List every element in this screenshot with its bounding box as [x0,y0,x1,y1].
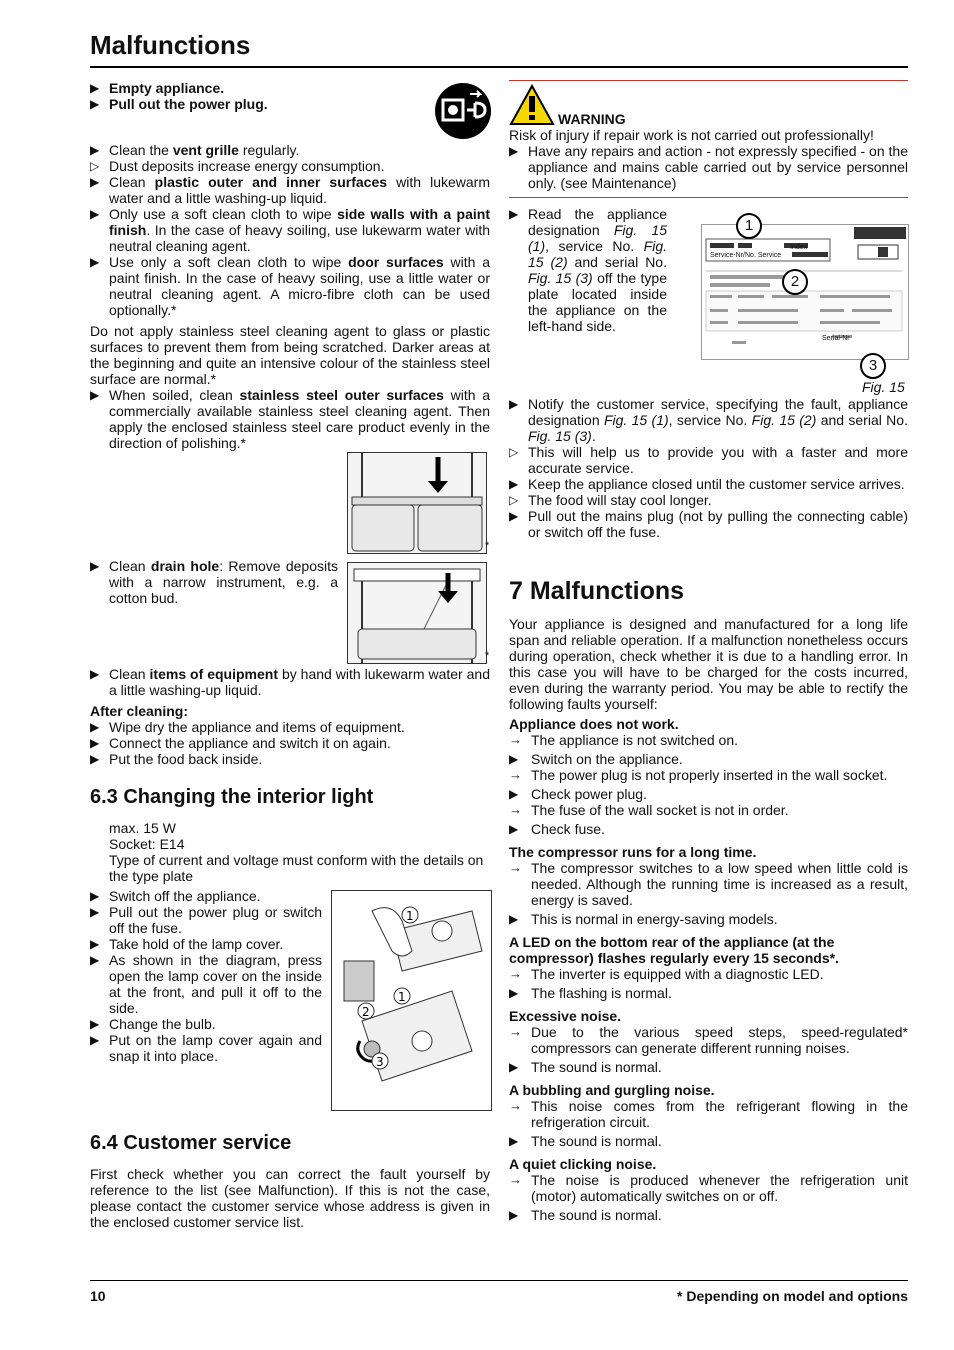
light-step: ▶ Pull out the power plug or switch off the fuse. [90,904,322,936]
plate-index-label: Index [790,244,808,251]
arrow-icon: → [509,802,522,817]
step-read-plate: ▶ Read the appliance designation Fig. 15 (1), service No. Fig. 15 (2) and serial No. Fig. 15 (3) off the type plate located inside the appliance on the left-hand side. [509,206,667,334]
drain-step [90,558,338,606]
fault-action: ▶ Check fuse. [509,821,605,837]
step-notify: ▶ Notify the customer service, specifying the fault, appliance designation Fig. 15 (1), service No. Fig. 15 (2) and serial No. Fig. 15 (3). [509,396,908,444]
fault-heading: A bubbling and gurgling noise. [509,1082,715,1098]
note-notify: ▷ This will help us to provide you with a faster and more accurate service. [509,444,908,476]
fig-caption: Fig. 15 [862,379,905,395]
note-keep: ▷ The food will stay cool longer. [509,492,712,508]
service-steps [509,396,908,540]
fault-cause: → The fuse of the wall socket is not in order. [509,802,789,818]
callout-1: 1 [736,213,762,239]
section-heading-service: 6.4 Customer service [90,1132,292,1154]
bullet-icon: ▶ [509,1208,519,1222]
arrow-icon: → [509,1024,522,1039]
section-heading-light: 6.3 Changing the interior light [90,786,374,808]
note-vent: ▷ Dust deposits increase energy consumption. [90,158,385,174]
warning-top-rule [509,80,908,81]
service-text: First check whether you can correct the fault yourself by reference to the list (see Malfunction). If this is not the case, please contact the customer service whose address is given in the enclosed customer service list. [90,1166,490,1230]
svg-text:2: 2 [362,1005,370,1019]
type-plate-diagram [701,217,909,374]
footer-rule [90,1280,908,1281]
after-step: ▶ Connect the appliance and switch it on again. [90,735,391,751]
step-keep-closed: ▶ Keep the appliance closed until the customer service arrives. [509,476,905,492]
arrow-icon: → [509,767,522,782]
warning-text: Risk of injury if repair work is not carried out professionally! [509,127,874,143]
fault-cause: → The noise is produced whenever the refrigeration unit (motor) automatically switches on or off. [509,1172,908,1204]
fault-cause: → The compressor switches to a low speed when little cold is needed. Although the running time is increased as a result, energy is saved. [509,860,908,908]
unplug-icon [434,82,492,140]
arrow-icon: → [509,732,522,747]
fault-heading: A LED on the bottom rear of the appliance (at the compressor) flashes regularly every 15 seconds*. [509,934,839,966]
fault-action: ▶ Switch on the appliance. [509,751,683,767]
asterisk-2: * [485,650,490,662]
fault-cause: → Due to the various speed steps, speed-regulated* compressors can generate different running noises. [509,1024,908,1056]
svg-text:1: 1 [398,990,406,1004]
light-step: ▶ Switch off the appliance. [90,888,261,904]
step-items: ▶ Clean items of equipment by hand with lukewarm water and a little washing-up liquid. [90,666,490,698]
light-steps [90,888,322,1064]
after-cleaning-heading: After cleaning: [90,703,189,719]
asterisk-1: * [485,540,490,552]
plate-service-label: Service-Nr/No. Service [710,252,782,259]
header-rule [90,66,908,68]
bullet-icon: ▶ [509,1134,519,1148]
bullet-icon: ▶ [509,822,519,836]
step-plastic: ▶ Clean plastic outer and inner surfaces with lukewarm water and a little washing-up liquid. [90,174,490,206]
warning-bottom-rule [509,197,908,198]
bullet-icon: ▶ [509,986,519,1000]
section-heading-malfunctions: 7 Malfunctions [509,577,685,605]
callout-2: 2 [782,269,808,295]
step-vent: ▶ Clean the vent grille regularly. [90,142,300,158]
svg-text:3: 3 [376,1055,384,1069]
bullet-icon: ▶ [509,912,519,926]
light-spec [109,820,490,884]
cleaning-steps [90,142,490,451]
arrow-icon: → [509,966,522,981]
light-step: ▶ Take hold of the lamp cover. [90,936,284,952]
after-step: ▶ Put the food back inside. [90,751,263,767]
step-stainless: ▶ When soiled, clean stainless steel outer surfaces with a commercially available stainless steel cleaning agent. Then apply the enclosed stainless steel care product evenly in the direction of polishing.* [90,387,490,451]
fault-cause: → The appliance is not switched on. [509,732,739,748]
faults-list [509,716,908,1223]
arrow-icon: → [509,1098,522,1113]
after-cleaning [90,666,490,767]
fault-cause: → The power plug is not properly inserted in the wall socket. [509,767,888,783]
step-drain: ▶ Clean drain hole: Remove deposits with a narrow instrument, e.g. a cotton bud. [90,558,338,606]
bullet-icon: ▶ [509,752,519,766]
after-step: ▶ Wipe dry the appliance and items of equipment. [90,719,405,735]
light-step: ▶ As shown in the diagram, press open the lamp cover on the inside at the front, and pull it off to the side. [90,952,322,1016]
step-side: ▶ Only use a soft clean cloth to wipe side walls with a paint finish. In the case of heavy soiling, use lukewarm water with neutral cleaning agent. [90,206,490,254]
footer-note: * Depending on model and options [677,1288,908,1304]
fault-action: ▶ The sound is normal. [509,1207,662,1223]
warning-step: ▶ Have any repairs and action - not expressly specified - on the appliance and mains cable carried out by service personnel only. (see Maintenance) [509,143,908,191]
lamp-cover-diagram [331,890,492,1111]
fault-heading: A quiet clicking noise. [509,1156,657,1172]
malfunctions-intro: Your appliance is designed and manufactured for a long life span and reliable operation. If a malfunction nonetheless occurs during operation, check whether it is due to a handling error. In this case you will have to be charged for the costs incurred, even during the warranty period. You may be able to rectify the following faults yourself: [509,616,908,712]
page-number: 10 [90,1288,106,1304]
fault-action: ▶ The flashing is normal. [509,985,672,1001]
fault-cause: → The inverter is equipped with a diagnostic LED. [509,966,824,982]
step-empty: ▶ Empty appliance. [90,80,225,96]
step-pull-plug: ▶ Pull out the power plug. [90,96,268,112]
fault-heading: The compressor runs for a long time. [509,844,757,860]
light-spec-line: Socket: E14 [109,836,185,852]
light-spec-line: Type of current and voltage must conform with the details on the type plate [109,852,484,884]
page-title: Malfunctions [90,30,251,60]
callout-3: 3 [860,353,886,379]
fault-action: ▶ The sound is normal. [509,1059,662,1075]
arrow-icon: → [509,1172,522,1187]
bullet-icon: ▶ [509,1060,519,1074]
step-door: ▶ Use only a soft clean cloth to wipe door surfaces with a paint finish. In the case of heavy soiling, use a little water or neutral cleaning agent. A micro-fibre cloth can be used optionally.* [90,254,490,318]
light-step: ▶ Change the bulb. [90,1016,216,1032]
plate-serial-label: Serial-Nr [822,335,850,342]
drain-hole-diagram [347,562,490,664]
fault-action: ▶ The sound is normal. [509,1133,662,1149]
warning-step-wrap [509,143,908,191]
arrow-icon: → [509,860,522,875]
fault-cause: → This noise comes from the refrigerant flowing in the refrigeration circuit. [509,1098,908,1130]
light-spec-line: max. 15 W [109,820,176,836]
warning-label: WARNING [558,111,626,127]
fault-heading: Appliance does not work. [509,716,679,732]
shelf-diagram [347,452,490,554]
svg-text:1: 1 [406,909,414,923]
read-plate-step [509,206,667,334]
warning-icon [509,84,555,126]
step-pull-mains: ▶ Pull out the mains plug (not by pulling the connecting cable) or switch off the fuse. [509,508,908,540]
fault-action: ▶ This is normal in energy-saving models. [509,911,778,927]
stainless-paragraph: Do not apply stainless steel cleaning agent to glass or plastic surfaces to prevent them from being scratched. Darker areas at the beginning and quite an intensive colour of the stainless steel surface are normal.* [90,323,490,387]
bullet-icon: ▶ [509,787,519,801]
fault-action: ▶ Check power plug. [509,786,647,802]
light-step: ▶ Put on the lamp cover again and snap it into place. [90,1032,322,1064]
fault-heading: Excessive noise. [509,1008,622,1024]
left-column [90,80,490,112]
